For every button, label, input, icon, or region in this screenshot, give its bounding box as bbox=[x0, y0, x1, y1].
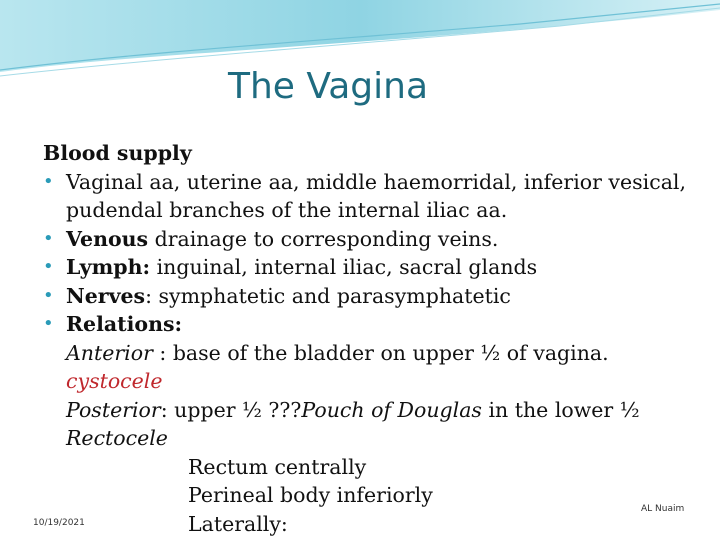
list-item: • Vaginal aa, uterine aa, middle haemorridal, inferior vesical, pudendal branches of the internal iliac aa. bbox=[43, 169, 686, 222]
bullet-icon: • bbox=[43, 256, 54, 277]
rectocele-label: Rectocele bbox=[66, 426, 168, 450]
cystocele-label: cystocele bbox=[66, 369, 163, 393]
list-item: • Venous drainage to corresponding veins. bbox=[43, 225, 713, 254]
bullet-icon: • bbox=[43, 227, 54, 249]
slide-body bbox=[43, 139, 713, 538]
bullet-icon: • bbox=[43, 313, 54, 334]
anterior-line: Anterior : base of the bladder on upper ½ of vagina. bbox=[66, 340, 609, 365]
footer-date: 10/19/2021 bbox=[33, 518, 85, 528]
list-item: • Lymph: inguinal, internal iliac, sacral glands bbox=[43, 253, 713, 282]
slide-title: The Vagina bbox=[227, 66, 429, 107]
list-item: • Nerves: symphatetic and parasymphatetic bbox=[43, 282, 713, 311]
posterior-line: Posterior: upper ½ ???Pouch of Douglas in the lower ½ bbox=[66, 397, 640, 422]
perineal-line: Perineal body inferiorly bbox=[188, 483, 433, 507]
list-item: • Relations: bbox=[43, 310, 713, 339]
laterally-line: Laterally: bbox=[188, 511, 288, 536]
rectum-line: Rectum centrally bbox=[188, 454, 367, 479]
bullet-list bbox=[43, 168, 713, 339]
section-heading: Blood supply bbox=[43, 141, 192, 165]
bullet-icon: • bbox=[43, 284, 54, 306]
footer-author: AL Nuaim bbox=[641, 504, 685, 514]
bullet-icon: • bbox=[43, 170, 54, 192]
